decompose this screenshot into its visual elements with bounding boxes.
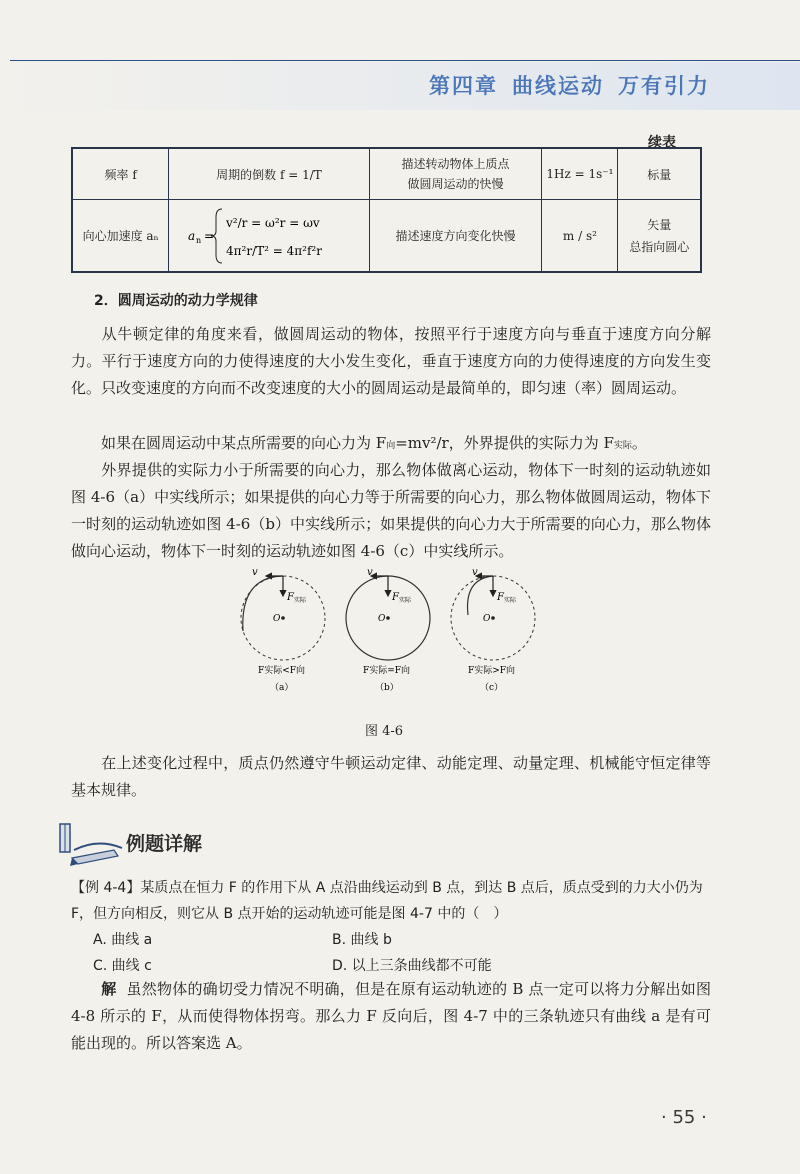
panel-tag: （b） <box>375 683 399 693</box>
table-cell-name: 频率 f <box>72 148 169 200</box>
paragraph-text: 。 <box>631 434 647 452</box>
force-subscript: 实际 <box>399 597 412 604</box>
paragraph-text: =mv²/r，外界提供的实际力为 F <box>395 434 614 452</box>
table-cell-unit: 1Hz = 1s⁻¹ <box>542 148 618 200</box>
formula-top: v²/r = ω²r = ωv <box>225 215 320 230</box>
quantity-table <box>71 147 702 273</box>
page-number: · 55 · <box>661 1107 707 1128</box>
subscript: 实际 <box>613 441 632 451</box>
force-subscript: 实际 <box>504 597 517 604</box>
example-section-header <box>58 820 318 868</box>
velocity-label: v <box>472 567 478 578</box>
center-label: O <box>378 614 386 624</box>
svg-text:n: n <box>195 235 202 245</box>
paragraph <box>71 750 711 804</box>
paragraph <box>71 321 711 402</box>
table-cell-kind: 标量 <box>618 148 701 200</box>
svg-text:=: = <box>203 228 215 243</box>
chapter-title <box>429 70 710 100</box>
answer-text: 虽然物体的确切受力情况不明确，但是在原有运动轨迹的 B 点一定可以将力分解出如图 4-8 所示的 F，从而使得物体拐弯。那么力 F 反向后，图 4-7 中的三条轨迹只有曲线 a 是有可能出现的。所以答案选 A。 <box>71 980 711 1052</box>
panel-condition: F实际<F向 <box>258 666 306 676</box>
figure-panel-b <box>346 567 430 693</box>
table-cell-kind <box>618 200 701 273</box>
figure-panel-c <box>451 567 535 693</box>
paragraph-text: 如果在圆周运动中某点所需要的向心力为 F <box>101 434 387 452</box>
meaning-line-2: 做圆周运动的快慢 <box>407 177 504 191</box>
example-answer <box>71 976 711 1057</box>
paragraph-text: 从牛顿定律的角度来看，做圆周运动的物体，按照平行于速度方向与垂直于速度方向分解力。平行于速度方向的力使得速度的大小发生变化，垂直于速度方向的力使得速度的方向发生变化。只改变速度的方向而不改变速度的大小的圆周运动是最简单的，即匀速（率）圆周运动。 <box>71 325 711 397</box>
option-c: C. 曲线 c <box>93 958 152 974</box>
center-label: O <box>483 614 491 624</box>
paragraph <box>71 430 711 460</box>
table-cell-name: 向心加速度 aₙ <box>72 200 169 273</box>
option-a: A. 曲线 a <box>93 932 153 948</box>
force-label: F <box>497 592 504 603</box>
answer-label: 解 <box>101 980 117 998</box>
figure-4-6 <box>228 563 548 703</box>
force-label: F <box>392 592 399 603</box>
header-rule <box>10 60 800 61</box>
panel-condition: F实际=F向 <box>363 666 411 676</box>
figure-caption: 图 4-6 <box>365 724 404 739</box>
table-cell-meaning: 描述速度方向变化快慢 <box>369 200 542 273</box>
velocity-label: v <box>367 567 373 578</box>
chapter-topic-1: 曲线运动 <box>512 74 604 98</box>
subscript: 向 <box>386 441 396 451</box>
example-section-title: 例题详解 <box>126 833 203 855</box>
example-question: 【例 4-4】某质点在恒力 F 的作用下从 A 点沿曲线运动到 B 点，到达 B 点后，质点受到的力大小仍为 F，但方向相反，则它从 B 点开始的运动轨迹可能是图 4-7 中的（ ） <box>71 880 703 922</box>
force-subscript: 实际 <box>294 597 307 604</box>
kind-line-1: 矢量 <box>647 217 672 232</box>
chapter-number: 第四章 <box>429 74 498 98</box>
book-pen-icon <box>58 820 126 868</box>
option-b: B. 曲线 b <box>332 932 392 948</box>
svg-text:a: a <box>187 228 196 243</box>
table-row <box>72 200 701 273</box>
paragraph <box>71 457 711 565</box>
kind-line-2: 总指向圆心 <box>629 239 690 254</box>
table-continued-label: 续表 <box>648 135 676 151</box>
paragraph-text: 外界提供的实际力小于所需要的向心力，那么物体做离心运动，物体下一时刻的运动轨迹如图 4-6（a）中实线所示；如果提供的向心力等于所需要的向心力，那么物体做圆周运动，物体下一时刻的运动轨迹如图 4-6（b）中实线所示；如果提供的向心力大于所需要的向心力，那么物体做向心运动，物体下一时刻的运动轨迹如图 4-6（c）中实线所示。 <box>71 461 711 560</box>
chapter-topic-2: 万有引力 <box>618 74 710 98</box>
panel-tag: （a） <box>270 683 294 693</box>
section-heading: 2．圆周运动的动力学规律 <box>94 293 258 309</box>
panel-condition: F实际>F向 <box>468 666 516 676</box>
table-cell-definition: 周期的倒数 f = 1/T <box>169 148 369 200</box>
option-d: D. 以上三条曲线都不可能 <box>332 958 492 974</box>
table-cell-unit: m / s² <box>542 200 618 273</box>
table-row <box>72 148 701 200</box>
table-cell-meaning <box>369 148 542 200</box>
formula-bottom: 4π²r/T² = 4π²f²r <box>225 243 322 258</box>
velocity-label: v <box>252 567 258 578</box>
acceleration-formula <box>184 203 354 269</box>
center-label: O <box>273 614 281 624</box>
panel-tag: （c） <box>480 683 504 693</box>
paragraph-text: 在上述变化过程中，质点仍然遵守牛顿运动定律、动能定理、动量定理、机械能守恒定律等基本规律。 <box>71 754 711 799</box>
force-label: F <box>287 592 294 603</box>
figure-panel-a <box>241 567 325 693</box>
meaning-line-1: 描述转动物体上质点 <box>401 157 510 171</box>
table-cell-formula <box>169 200 369 273</box>
